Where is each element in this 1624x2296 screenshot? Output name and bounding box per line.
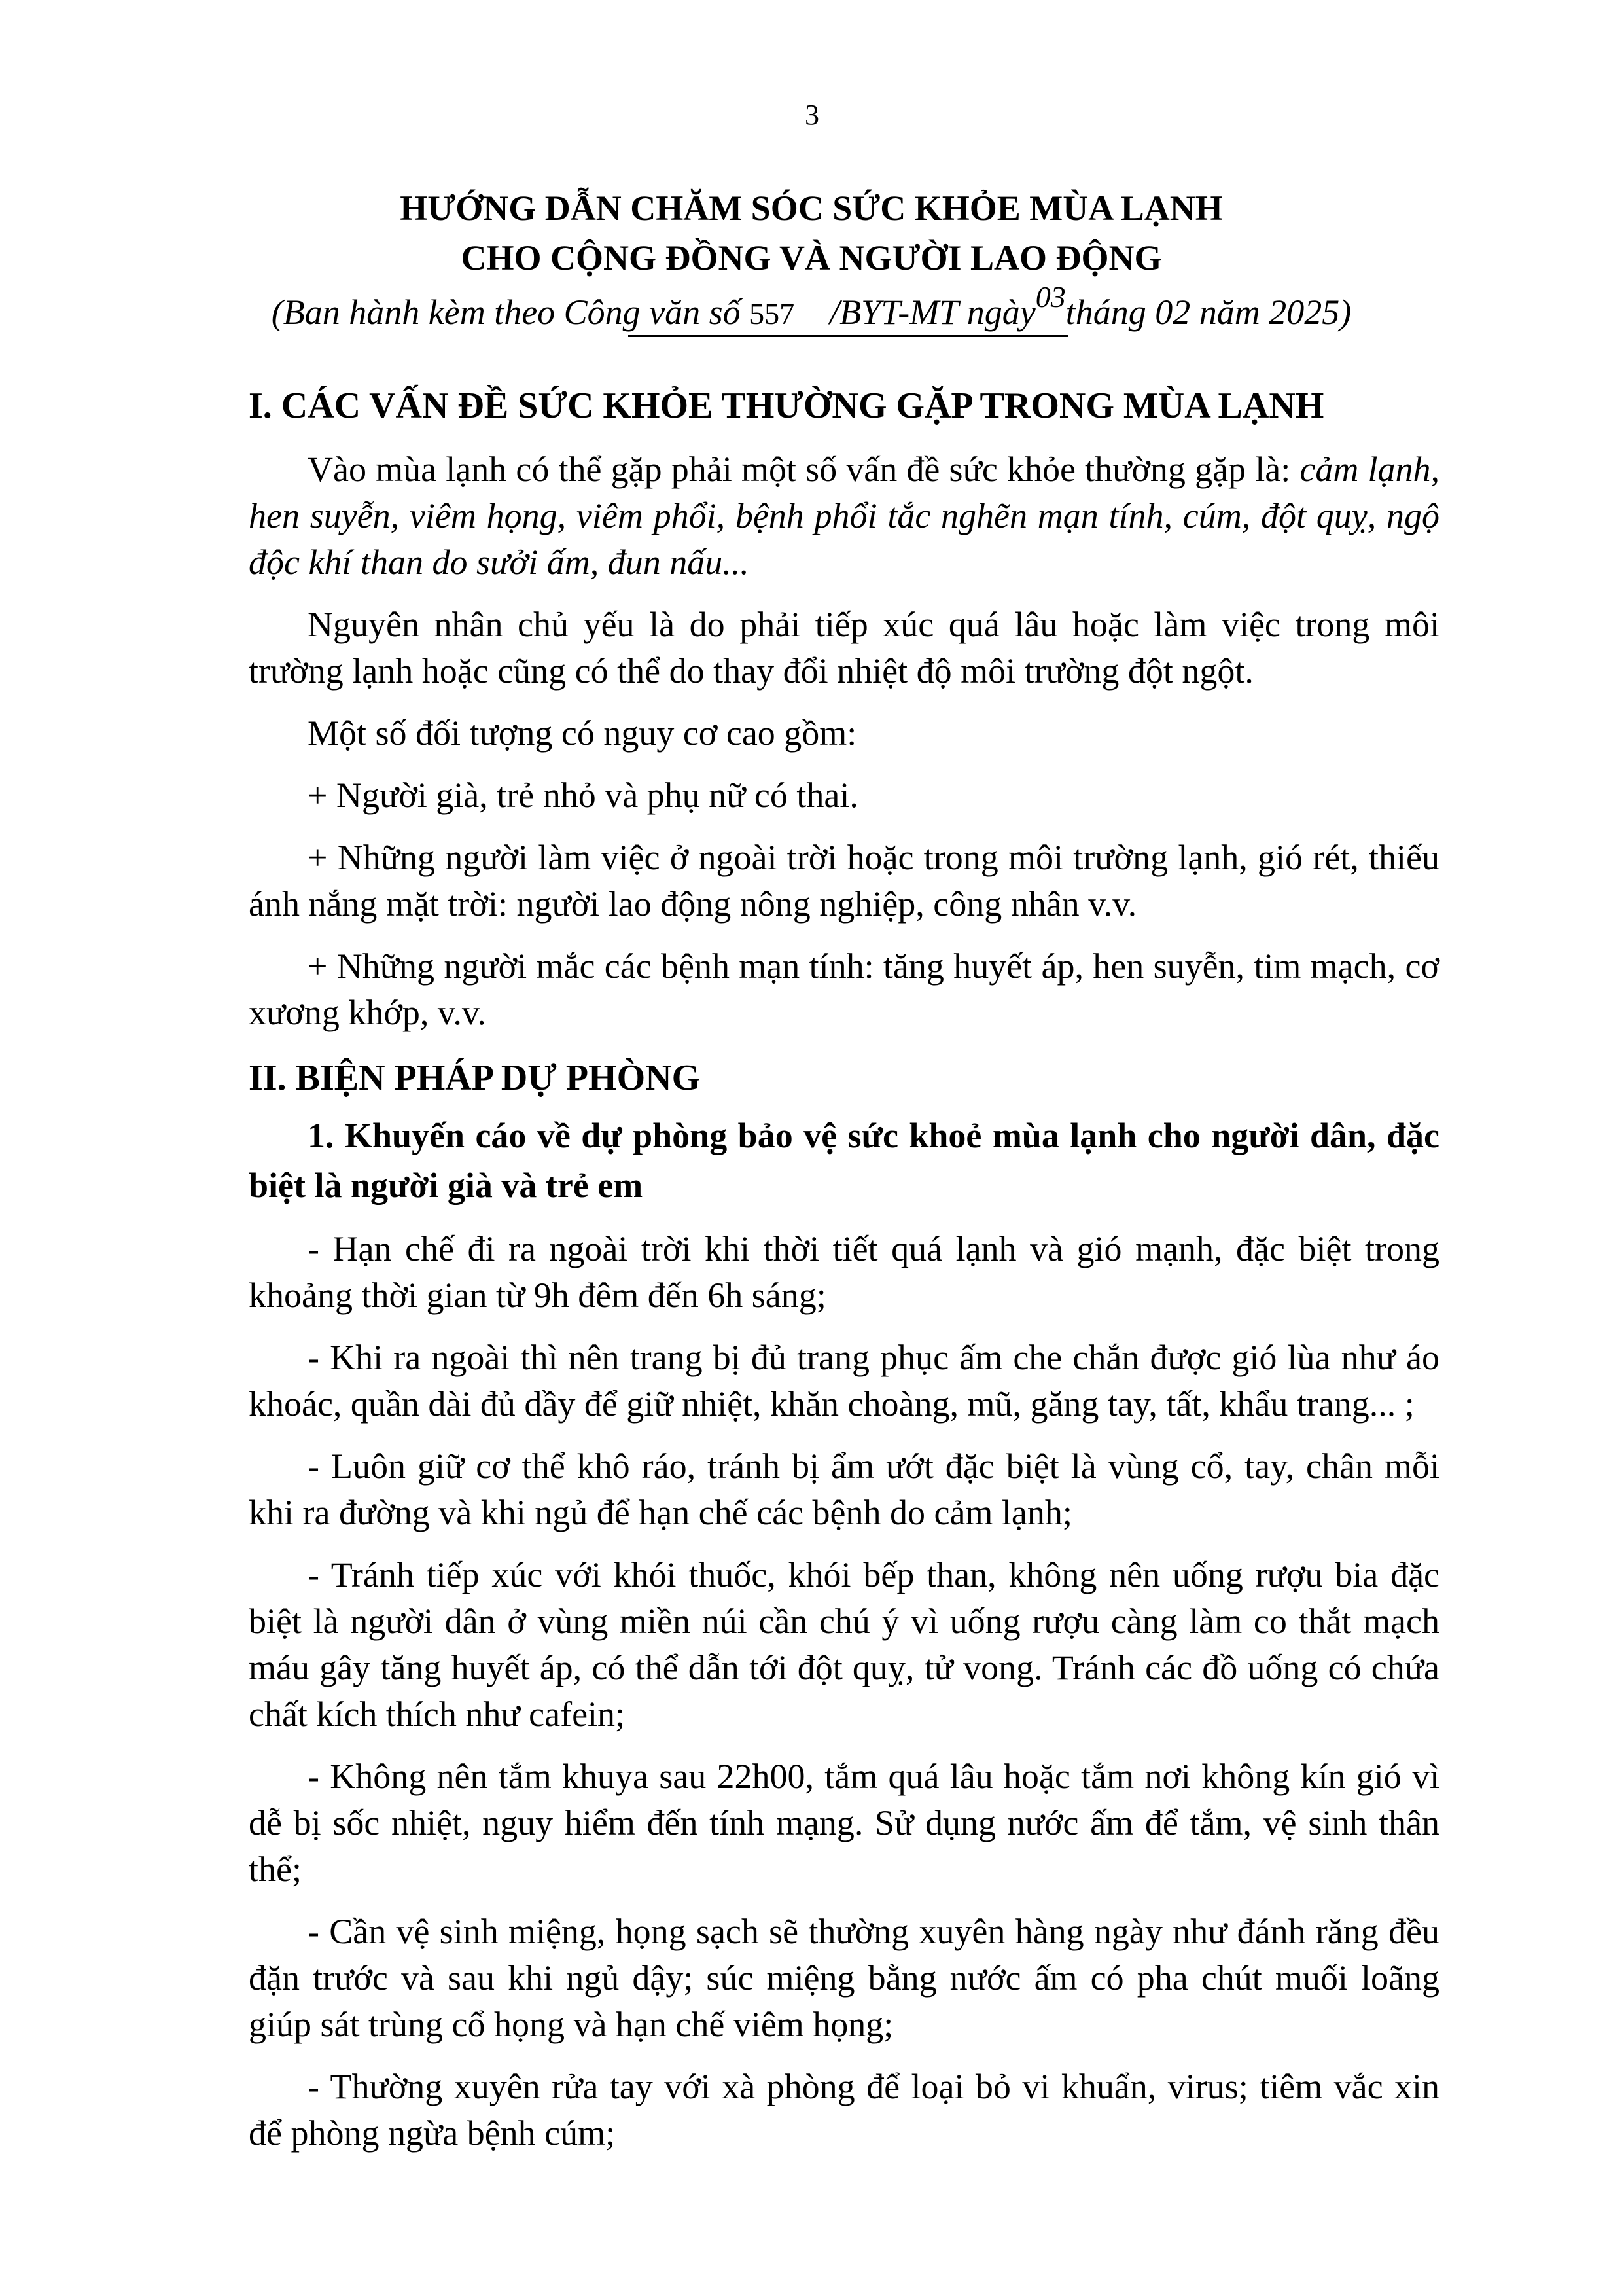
section-2-heading: II. BIỆN PHÁP DỰ PHÒNG [249,1058,701,1098]
doc-number: 557 [749,297,795,331]
document-title-line-2: CHO CỘNG ĐỒNG VÀ NGƯỜI LAO ĐỘNG [461,238,1162,278]
recommendation-item: - Tránh tiếp xúc với khói thuốc, khói bếp than, không nên uống rượu bia đặc biệt là người dân ở vùng miền núi cần chú ý vì uống rượu càng làm co thắt mạch máu gây tăng huyết áp, có thể dẫn tới đột quỵ, tử vong. Tránh các đồ uống có chứa chất kích thích như cafein; [249,1555,1439,1734]
subtitle-suffix: tháng 02 năm 2025) [1065,293,1352,332]
subtitle-middle: /BYT-MT ngày [830,293,1036,332]
subtitle-prefix: (Ban hành kèm theo Công văn số [271,293,750,332]
section-1-heading: I. CÁC VẤN ĐỀ SỨC KHỎE THƯỜNG GẶP TRONG MÙA LẠNH [249,386,1324,426]
document-title-line-1: HƯỚNG DẪN CHĂM SÓC SỨC KHỎE MÙA LẠNH [400,188,1223,228]
title-block [183,183,1439,344]
risk-group-item: + Những người mắc các bệnh mạn tính: tăng huyết áp, hen suyễn, tim mạch, cơ xương khớp, v.v. [249,946,1439,1032]
recommendation-item: - Khi ra ngoài thì nên trang bị đủ trang phục ấm che chắn được gió lùa như áo khoác, quần dài đủ dầy để giữ nhiệt, khăn choàng, mũ, găng tay, tất, khẩu trang... ; [249,1338,1439,1424]
section-1-cause: Nguyên nhân chủ yếu là do phải tiếp xúc quá lâu hoặc làm việc trong môi trường lạnh hoặc cũng có thể do thay đổi nhiệt độ môi trường đột ngột. [249,605,1439,691]
document-body [249,380,1439,2172]
recommendation-item: - Thường xuyên rửa tay với xà phòng để loại bỏ vi khuẩn, virus; tiêm vắc xin để phòng ngừa bệnh cúm; [249,2067,1439,2153]
doc-number-underline [628,335,1068,337]
recommendation-item: - Không nên tắm khuya sau 22h00, tắm quá lâu hoặc tắm nơi không kín gió vì dễ bị sốc nhiệt, nguy hiểm đến tính mạng. Sử dụng nước ấm để tắm, vệ sinh thân thể; [249,1757,1439,1889]
subsection-1-heading: 1. Khuyến cáo về dự phòng bảo vệ sức khoẻ mùa lạnh cho người dân, đặc biệt là người già và trẻ em [249,1116,1439,1205]
recommendation-item: - Hạn chế đi ra ngoài trời khi thời tiết quá lạnh và gió mạnh, đặc biệt trong khoảng thời gian từ 9h đêm đến 6h sáng; [249,1229,1439,1315]
page-number: 3 [805,99,819,131]
section-1-intro [249,446,1439,586]
intro-plain: Vào mùa lạnh có thể gặp phải một số vấn đề sức khỏe thường gặp là: [308,450,1300,489]
intro-italic: cảm lạnh, hen suyễn, viêm họng, viêm phổi, bệnh phổi tắc nghẽn mạn tính, cúm, đột quỵ, ngộ độc khí than do sưởi ấm, đun nấu... [249,450,1439,582]
subtitle-day: 03 [1035,280,1066,314]
risk-group-item: + Những người làm việc ở ngoài trời hoặc trong môi trường lạnh, gió rét, thiếu ánh nắng mặt trời: người lao động nông nghiệp, công nhân v.v. [249,838,1439,924]
recommendation-item: - Luôn giữ cơ thể khô ráo, tránh bị ẩm ướt đặc biệt là vùng cổ, tay, chân mỗi khi ra đường và khi ngủ để hạn chế các bệnh do cảm lạnh; [249,1446,1439,1532]
recommendation-item: - Cần vệ sinh miệng, họng sạch sẽ thường xuyên hàng ngày như đánh răng đều đặn trước và sau khi ngủ dậy; súc miệng bằng nước ấm có pha chút muối loãng giúp sát trùng cổ họng và hạn chế viêm họng; [249,1912,1439,2044]
document-subtitle [183,280,1439,344]
risk-group-item: + Người già, trẻ nhỏ và phụ nữ có thai. [308,776,858,815]
risk-intro: Một số đối tượng có nguy cơ cao gồm: [308,713,857,753]
